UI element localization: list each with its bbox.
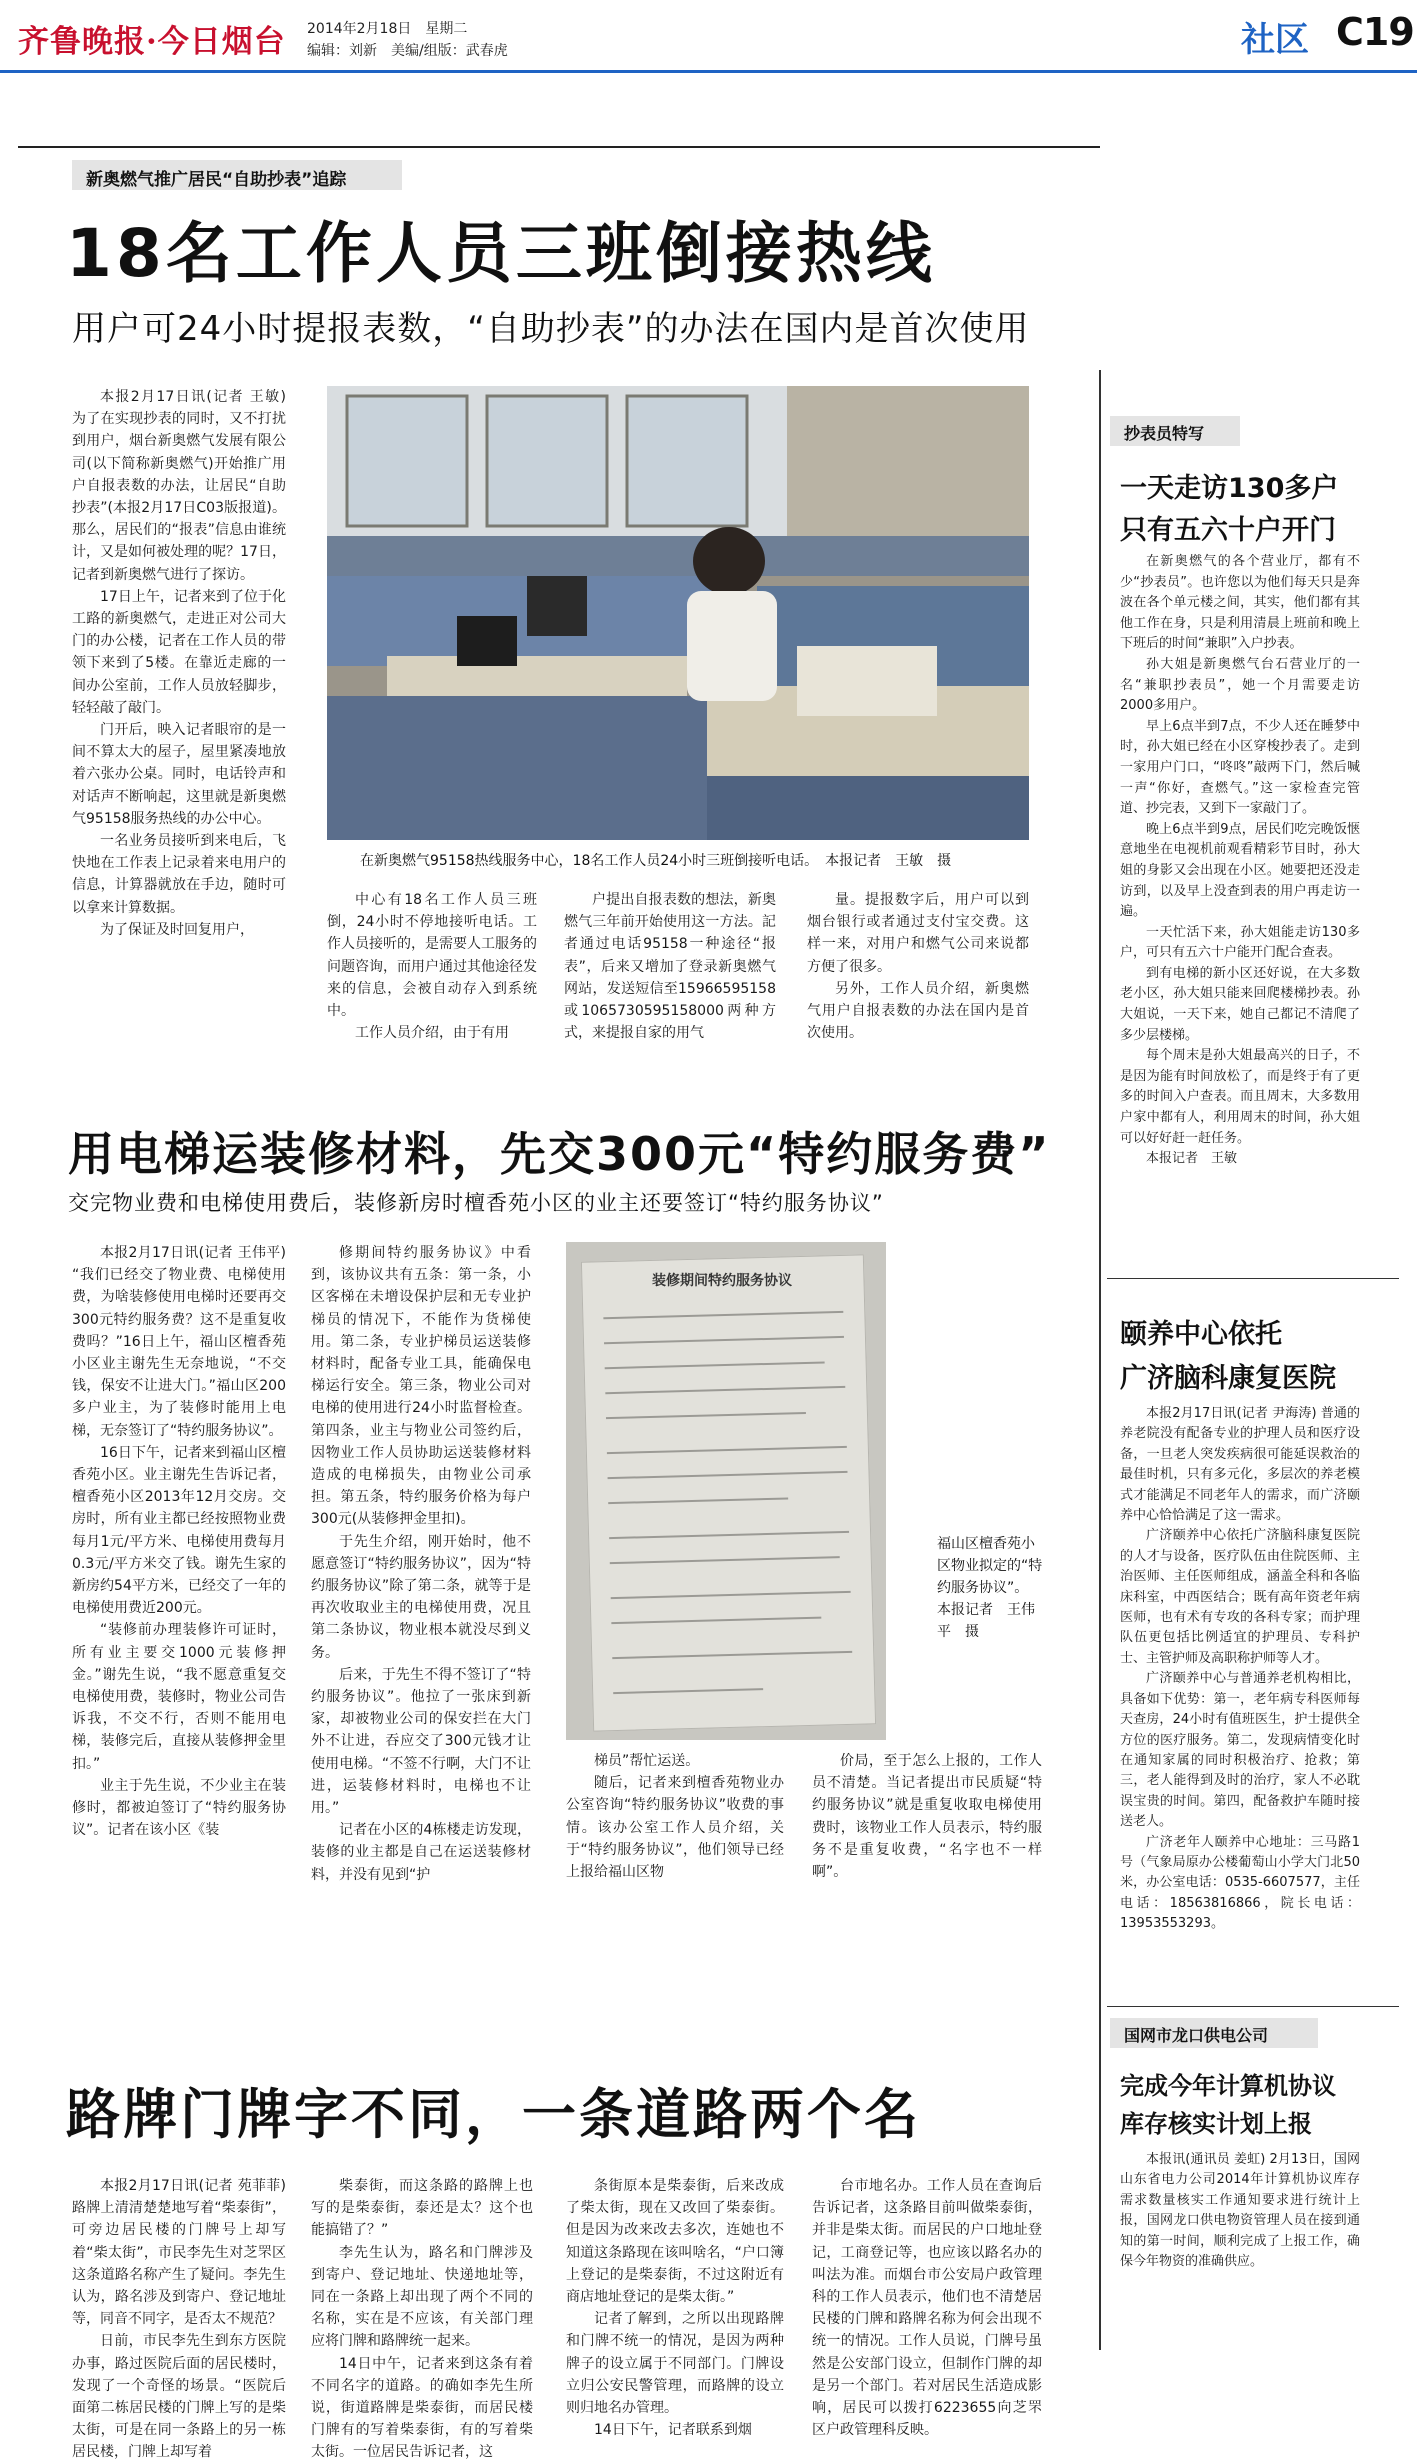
story1-top-rule bbox=[18, 146, 1100, 148]
sidebar3-kicker-box bbox=[1110, 2018, 1318, 2048]
paragraph: 另外，工作人员介绍，新奥燃气用户自报表数的办法在国内是首次使用。 bbox=[807, 980, 1029, 1042]
paragraph: 门开后，映入记者眼帘的是一间不算太大的屋子，屋里紧凑地放着六张办公桌。同时，电话铃声和对话声不断响起，这里就是新奥燃气95158服务热线的办公中心。 bbox=[72, 722, 286, 827]
paragraph: 李先生认为，路名和门牌涉及到寄户、登记地址、快递地址等，同在一条路上却出现了两个不同的名称，实在是不应该，有关部门理应将门牌和路牌统一起来。 bbox=[311, 2244, 533, 2350]
paragraph: 户提出自报表数的想法，新奥燃气三年前开始使用这一方法。記者通过电话95158一种途径“报表”，后来又增加了登录新奥燃气网站，发送短信至15966595158或1065730595158000两种方式，来提报自家的用气 bbox=[564, 892, 776, 1042]
story1-column-4 bbox=[807, 889, 1029, 1065]
sidebar3-title-line1: 完成今年计算机协议 bbox=[1120, 2072, 1336, 2100]
masthead-rule bbox=[0, 70, 1417, 73]
sidebar2-body bbox=[1120, 1404, 1360, 2004]
story2-subhead: 交完物业费和电梯使用费后，装修新房时檀香苑小区的业主还要签订“特约服务协议” bbox=[68, 1191, 884, 1215]
paragraph: 本报2月17日讯(记者 尹海涛) 普通的养老院没有配备专业的护理人员和医疗设备，一旦老人突发疾病很可能延误救治的最佳时机，只有多元化，多层次的养老模式才能满足不同老年人的需求，而广济颐养中心恰恰满足了这一需求。 bbox=[1120, 1406, 1360, 1524]
paragraph: 一名业务员接听到来电后，飞快地在工作表上记录着来电用户的信息，计算器就放在手边，随时可以拿来计算数据。 bbox=[72, 833, 286, 916]
sidebar1-kicker-box bbox=[1110, 416, 1240, 446]
sidebar1-title-line1: 一天走访130多户 bbox=[1120, 473, 1339, 504]
story3-column-3 bbox=[566, 2175, 784, 2439]
story2-column-1 bbox=[72, 1242, 286, 1932]
hotline-office-photo bbox=[327, 386, 1029, 840]
section-name: 社区 bbox=[1241, 20, 1309, 60]
story1-column-2 bbox=[327, 889, 537, 1065]
paragraph: 本报2月17日讯(记者 王敏) 为了在实现抄表的同时，又不打扰到用户，烟台新奥燃气发展有限公司(以下简称新奥燃气)开始推广用户自报表数的办法，让居民“自助抄表”(本报2月17日C03版报道)。那么，居民们的“报表”信息由谁统计，又是如何被处理的呢？17日，记者到新奥燃气进行了探访。 bbox=[72, 389, 286, 583]
paragraph: 记者在小区的4栋楼走访发现，装修的业主都是自己在运送装修材料，并没有见到“护 bbox=[311, 1822, 531, 1883]
sidebar2-title-line2: 广济脑科康复医院 bbox=[1120, 1363, 1336, 1394]
paragraph: 广济颐养中心与普通养老机构相比，具备如下优势：第一，老年病专科医师每天查房，24小时有值班医生，护士提供全方位的医疗服务。第二，发现病情变化时在通知家属的同时积极治疗、抢救；第三，老人能得到及时的治疗，家人不必耽误宝贵的时间。第四，配备救护车随时接送老人。 bbox=[1120, 1671, 1360, 1830]
issue-date: 2014年2月18日 星期二 bbox=[307, 21, 468, 37]
story1-headline: 18名工作人员三班倒接热线 bbox=[66, 215, 936, 292]
paragraph: 随后，记者来到檀香苑物业办公室咨询“特约服务协议”收费的事情。该办公室工作人员介绍，关于“特约服务协议”，他们领导已经上报给福山区物 bbox=[566, 1775, 784, 1881]
paragraph: 广济老年人颐养中心地址：三马路1号（气象局原办公楼葡萄山小学大门北50米，办公室电话：0535-6607577，主任电话：18563816866，院长电话：13953553293。 bbox=[1120, 1834, 1360, 1932]
paragraph: 为了保证及时回复用户， bbox=[100, 921, 254, 938]
story1-column-1 bbox=[72, 386, 286, 1068]
paragraph: 16日下午，记者来到福山区檀香苑小区。业主谢先生告诉记者，檀香苑小区2013年12月交房。交房时，所有业主都已经按照物业费每月1元/平方米、电梯使用费每月0.3元/平方米交了钱。谢先生家的新房约54平方米，已经交了一年的电梯使用费近200元。 bbox=[72, 1444, 286, 1617]
story1-subhead: 用户可24小时提报表数，“自助抄表”的办法在国内是首次使用 bbox=[72, 309, 1030, 349]
edition-name: 今日烟台 bbox=[157, 24, 286, 60]
story2-headline: 用电梯运装修材料，先交300元“特约服务费” bbox=[68, 1127, 1051, 1181]
paragraph: 量。提报数字后，用户可以到烟台银行或者通过支付宝交费。这样一来，对用户和燃气公司来说都方便了很多。 bbox=[807, 892, 1029, 975]
story2-photo-caption: 福山区檀香苑小区物业拟定的“特约服务协议”。 本报记者 王伟平 摄 bbox=[937, 1536, 1043, 1640]
masthead-brand bbox=[18, 16, 286, 61]
sidebar-divider bbox=[1099, 370, 1101, 2350]
story1-photo-caption: 在新奥燃气95158热线服务中心，18名工作人员24小时三班倒接听电话。 本报记者 王敏 摄 bbox=[360, 853, 952, 869]
story1-kicker-box bbox=[72, 160, 402, 190]
paragraph: 17日上午，记者来到了位于化工路的新奥燃气，走进正对公司大门的办公楼，记者在工作人员的带领下来到了5楼。在靠近走廊的一间办公室前，工作人员放轻脚步，轻轻敲了敲门。 bbox=[72, 588, 286, 716]
paragraph: “装修前办理装修许可证时，所有业主要交1000元装修押金。”谢先生说，“我不愿意重复交电梯使用费，装修时，物业公司告诉我，不交不行，否则不能用电梯，装修完后，直接从装修押金里扣。” bbox=[72, 1622, 286, 1772]
agreement-document-title: 装修期间特约服务协议 bbox=[652, 1273, 792, 1289]
paragraph: 日前，市民李先生到东方医院办事，路过医院后面的居民楼时，发现了一个奇怪的场景。“医院后面第二栋居民楼的门牌上写的是柴太街，可是在同一条路上的另一栋居民楼，门牌上却写着 bbox=[72, 2333, 286, 2461]
sidebar3-body bbox=[1120, 2150, 1360, 2370]
paragraph: 本报2月17日讯(记者 苑菲菲) 路牌上清清楚楚地写着“柴泰街”，可旁边居民楼的门牌号上却写着“柴太街”，市民李先生对芝罘区这条道路名称产生了疑问。李先生认为，路名涉及到寄户、登记地址等，同音不同字，是否太不规范？ bbox=[72, 2178, 286, 2328]
paragraph: 14日中午，记者来到这条有着不同名字的道路。的确如李先生所说，街道路牌是柴泰街，而居民楼门牌有的写着柴泰街，有的写着柴太街。一位居民告诉记者，这 bbox=[311, 2355, 533, 2461]
paragraph: 记者了解到，之所以出现路牌和门牌不统一的情况，是因为两种牌子的设立属于不同部门。门牌设立归公安民警管理，而路牌的设立则归地名办管理。 bbox=[566, 2311, 784, 2417]
paragraph: 14日下午，记者联系到烟 bbox=[594, 2422, 752, 2439]
sidebar-rule bbox=[1107, 2006, 1399, 2007]
sidebar1-byline: 本报记者 王敏 bbox=[1146, 1151, 1238, 1167]
paragraph: 在新奥燃气的各个营业厅，都有不少“抄表员”。也许您以为他们每天只是奔波在各个单元楼之间，其实，他们都有其他工作在身，只是利用清晨上班前和晚上下班后的时间“兼职”入户抄表。 bbox=[1120, 554, 1360, 652]
paragraph: 广济颐养中心依托广济脑科康复医院的人才与设备，医疗队伍由住院医师、主治医师、主任医师组成，涵盖全科和各临床科室，中西医结合；既有高年资老年病医师，也有术有专攻的各科专家；而护理队伍更包括比例适宜的护理员、专科护士、主管护师及高职称护师等人才。 bbox=[1120, 1528, 1360, 1666]
paragraph: 本报讯(通讯员 姜虹) 2月13日，国网山东省电力公司2014年计算机协议库存需求数量核实工作通知要求进行统计上报，国网龙口供电物资管理人员在接到通知的第一时间，顺利完成了上报工作，确保今年物资的准确供应。 bbox=[1120, 2152, 1360, 2270]
paragraph: 一天忙活下来，孙大姐能走访130多户，可只有五六十户能开门配合查表。 bbox=[1120, 924, 1360, 961]
paragraph: 价局，至于怎么上报的，工作人员不清楚。当记者提出市民质疑“特约服务协议”就是重复收取电梯使用费时，该物业工作人员表示，特约服务不是重复收费，“名字也不一样啊”。 bbox=[812, 1753, 1042, 1881]
paragraph: 工作人员介绍，由于有用 bbox=[355, 1025, 509, 1042]
paragraph: 早上6点半到7点，不少人还在睡梦中时，孙大姐已经在小区穿梭抄表了。走到一家用户门口，“咚咚”敲两下门，然后喊一声“你好，查燃气。”这一家检查完管道、抄完表，又到下一家敲门了。 bbox=[1120, 718, 1360, 817]
story1-kicker: 新奥燃气推广居民“自助抄表”追踪 bbox=[86, 170, 347, 190]
paragraph: 中心有18名工作人员三班倒，24小时不停地接听电话。工作人员接听的，是需要人工服务的问题咨询，而用户通过其他途径发来的信息，会被自动存入到系统中。 bbox=[327, 892, 537, 1020]
paragraph: 后来，于先生不得不签订了“特约服务协议”。他拉了一张床到新家，却被物业公司的保安拦在大门外不让进，吞应交了300元钱才让使用电梯。“不签不行啊，大门不让进，运装修材料时，电梯也不让用。” bbox=[311, 1666, 531, 1817]
brand-name: 齐鲁晚报 bbox=[18, 24, 146, 60]
sidebar3-kicker: 国网市龙口供电公司 bbox=[1124, 2026, 1269, 2045]
paragraph: 晚上6点半到9点，居民们吃完晚饭惬意地坐在电视机前观看精彩节目时，孙大姐的身影又会出现在小区。她要把还没走访到，以及早上没查到表的用户再走访一遍。 bbox=[1120, 821, 1360, 920]
paragraph: 梯员”帮忙运送。 bbox=[594, 1753, 700, 1769]
page-number: C19 bbox=[1336, 10, 1414, 54]
paragraph: 条街原本是柴泰街，后来改成了柴太街，现在又改回了柴泰街。但是因为改来改去多次，连她也不知道这条路现在该叫啥名，“户口簿上登记的是柴泰街，不过这附近有商店地址登记的是柴太街。” bbox=[566, 2178, 784, 2306]
sidebar2-title-line1: 颐养中心依托 bbox=[1120, 1319, 1282, 1350]
sidebar1-kicker: 抄表员特写 bbox=[1124, 424, 1205, 443]
story2-column-2 bbox=[311, 1242, 531, 1932]
story1-column-3 bbox=[564, 889, 776, 1065]
story3-column-4 bbox=[812, 2175, 1042, 2439]
paragraph: 孙大姐是新奥燃气台石营业厅的一名“兼职抄表员”，她一个月需要走访2000多用户。 bbox=[1120, 656, 1360, 714]
story2-column-3 bbox=[566, 1750, 784, 1930]
story3-headline: 路牌门牌字不同，一条道路两个名 bbox=[66, 2083, 921, 2146]
paragraph: 本报2月17日讯(记者 王伟平) “我们已经交了物业费、电梯使用费，为啥装修使用电梯时还要再交300元特约服务费？这不是重复收费吗？”16日上午，福山区檀香苑小区业主谢先生无奈地说，“不交钱，保安不让进大门。”福山区200多户业主，为了装修时能用上电梯，无奈签订了“特约服务协议”。 bbox=[72, 1245, 286, 1439]
paragraph: 台市地名办。工作人员在查询后告诉记者，这条路目前叫做柴泰街，并非是柴太街。而居民的户口地址登记，工商登记等，也应该以路名办的叫法为准。而烟台市公安局户政管理科的工作人员表示，他们也不清楚居民楼的门牌和路牌名称为何会出现不统一的情况。工作人员说，门牌号虽然是公安部门设立，但制作门牌的却是另一个部门。若对居民生活造成影响，居民可以拨打6223655向芝罘区户政管理科反映。 bbox=[812, 2178, 1042, 2439]
paragraph: 于先生介绍，刚开始时，他不愿意签订“特约服务协议”，因为“特约服务协议”除了第二条，就等于是再次收取业主的电梯使用费，况且第二条协议，物业根本就没尽到义务。 bbox=[311, 1533, 531, 1661]
story3-column-1 bbox=[72, 2175, 286, 2461]
paragraph: 修期间特约服务协议》中看到，该协议共有五条：第一条，小区客梯在未增设保护层和无专业护梯员的情况下，不能作为货梯使用。第二条，专业护梯员运送装修材料时，配备专业工具，能确保电梯运行安全。第三条，物业公司对电梯的使用进行24小时监督检查。第四条，业主与物业公司签约后，因物业工作人员协助运送装修材料造成的电梯损失，由物业公司承担。第五条，特约服务价格为每户300元(从装修押金里扣)。 bbox=[311, 1245, 531, 1528]
sidebar3-title-line2: 库存核实计划上报 bbox=[1120, 2110, 1312, 2138]
paragraph: 柴泰街，而这条路的路牌上也写的是柴泰街，泰还是太？这个也能搞错了？” bbox=[311, 2178, 533, 2239]
sidebar-rule bbox=[1107, 1278, 1399, 1279]
story2-column-4 bbox=[812, 1750, 1042, 1930]
sidebar1-title-line2: 只有五六十户开门 bbox=[1120, 515, 1336, 546]
story3-column-2 bbox=[311, 2175, 533, 2461]
paragraph: 到有电梯的新小区还好说，在大多数老小区，孙大姐只能来回爬楼梯抄表。孙大姐说，一天下来，她自己都记不清爬了多少层楼梯。 bbox=[1120, 965, 1360, 1043]
brand-separator: · bbox=[146, 24, 158, 60]
sidebar1-body bbox=[1120, 552, 1360, 1268]
paragraph: 业主于先生说，不少业主在装修时，都被迫签订了“特约服务协议”。记者在该小区《装 bbox=[72, 1777, 286, 1839]
agreement-document-sheet bbox=[581, 1254, 876, 1731]
paragraph: 每个周末是孙大姐最高兴的日子，不是因为能有时间放松了，而是终于有了更多的时间入户查表。而且周末，大多数用户家中都有人，利用周末的时间，孙大姐可以好好赶一赶任务。 bbox=[1120, 1048, 1360, 1146]
office-scene-image bbox=[327, 386, 1029, 840]
issue-editors: 编辑：刘新 美编/组版：武春虎 bbox=[307, 43, 508, 59]
